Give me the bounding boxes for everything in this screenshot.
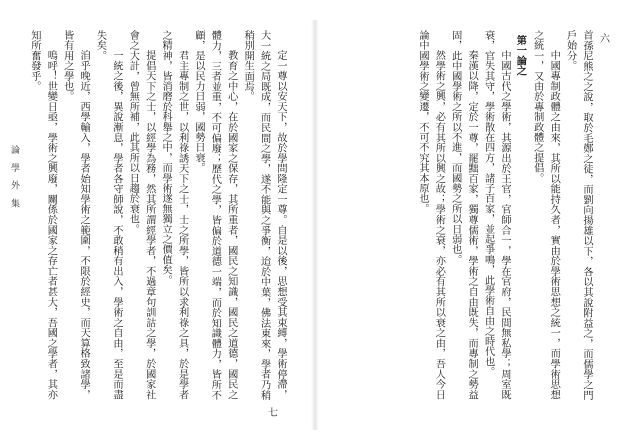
- right-text-block: [332, 30, 594, 400]
- paragraph: 一統之後，異說漸息，學者各守師說，不敢稍有出入，學術之自由，至是而盡失矣。: [94, 30, 122, 400]
- paragraph: 提倡天下之士，以經學為務，然其所謂經學者，不過章句訓詁之學，於國家社會之大計，曾無所補，此其所以日趨於衰也。: [127, 30, 155, 400]
- paragraph: 嗚呼！世變日亟，學術之興廢，關係於國家之存亡者甚大，吾國之學者，其亦知所奮發乎。: [28, 30, 57, 400]
- paragraph: 中國古代之學術，其源出於王官，官師合一，學在官府，民間無私學；周室既衰，官失其守，學術散在四方，諸子百家，並起爭鳴，此學術自由之時代也。: [482, 30, 510, 400]
- paragraph: 君主專制之世，以利祿誘天下之士，士之所學，皆所以求利祿之具，於是學者之精神，皆消磨於科舉之中，而學術遂無獨立之價值矣。: [160, 30, 188, 400]
- section-heading: 第一論之: [514, 35, 527, 76]
- paragraph: 教育之中心，在於國家之保存，其所重者，國民之知識，國民之道德，國民之體力，三者並重，不可偏廢；歷代之學，皆偏於道德一端，而於知識體力，皆所不顧，是以民力日弱，國勢日衰。: [192, 30, 237, 400]
- paragraph: 秦漢以降，定於一尊，罷黜百家，獨尊儒術，學術之自由既失，而專制之勢益固，此中國學術之所以不進，而國勢之所以日弱也。: [449, 30, 478, 400]
- right-page: [318, 0, 630, 447]
- page-number: 七: [268, 408, 278, 419]
- margin-title: 論 學 外 集: [9, 145, 19, 211]
- left-text-block: [28, 30, 288, 400]
- paragraph: 首孫尼熊之之說，取於毛鄭之徒，而劉向揚雄以下，各以其說附益之，而儒學之門戶始分。: [564, 30, 592, 400]
- paragraph: 中國專制政體之由來，其所以能持久者，實由於學術思想之統一，而學術思想之統一，又由於專制政體之提倡。: [531, 30, 560, 400]
- paragraph: 洎乎晚近，西學輸入，學者始知學術之範圍，不限於經史，而天算格致諸學，皆有用之學也。: [61, 30, 90, 400]
- paragraph: 然學術之興，必有其所以興之故；學術之衰，亦必有其所以衰之由，吾人今日論中國學術之變遷，不可不究其本原也。: [416, 30, 445, 400]
- paragraph: 定一尊以安天下，故於學問隆定一尊。自是以後，思想受其束縛，學術停滯，大一統之局既成，而民間之學，遂不能與之爭衡，迨於中葉，佛法東來，學者乃稍稍別開生面焉。: [242, 30, 286, 400]
- left-page: [0, 0, 312, 447]
- page-number: 六: [600, 34, 610, 45]
